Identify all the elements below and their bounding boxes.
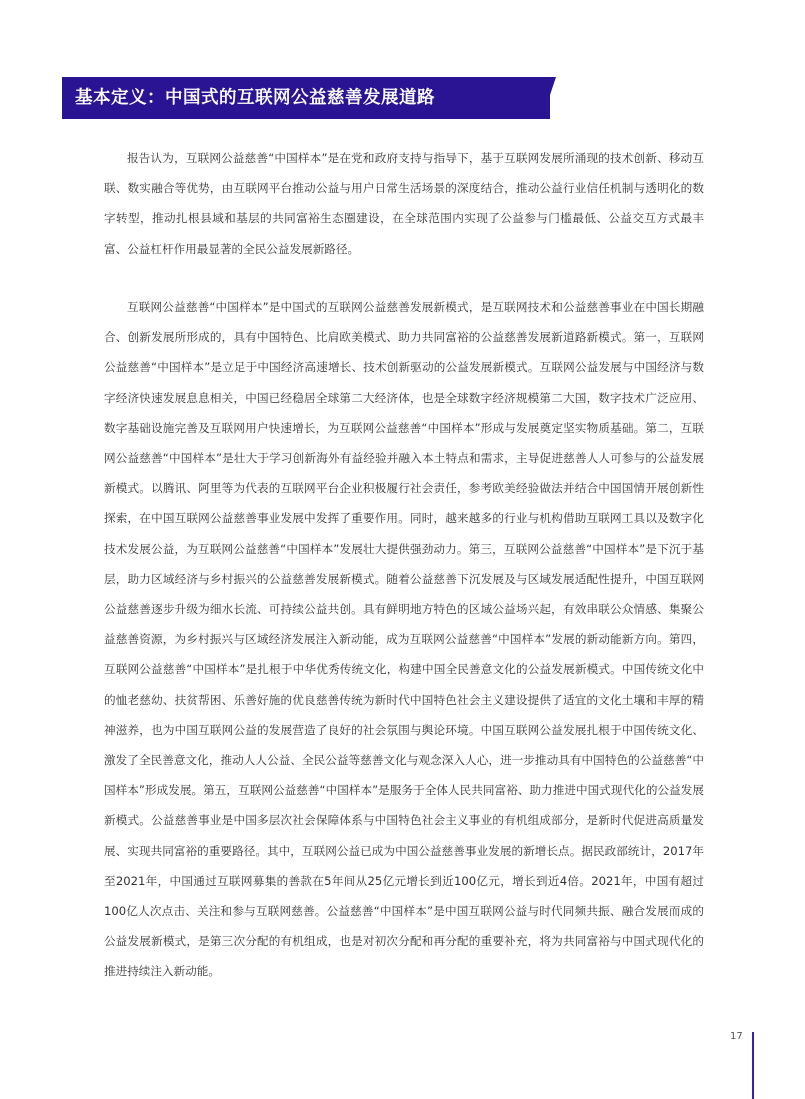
page-number: 17 xyxy=(730,1031,743,1042)
paragraph-summary: 报告认为，互联网公益慈善“中国样本”是在党和政府支持与指导下，基于互联网发展所涌现的技术创新、移动互联、数实融合等优势，由互联网平台推动公益与用户日常生活场景的深度结合，推动公益行业信任机制与透明化的数字转型，推动扎根县域和基层的共同富裕生态圈建设，在全球范围内实现了公益参与门槛最低、公益交互方式最丰富、公益杠杆作用最显著的全民公益发展新路径。 xyxy=(104,151,704,256)
section-title: 基本定义：中国式的互联网公益慈善发展道路 xyxy=(75,88,435,108)
paragraph-body: 互联网公益慈善“中国样本”是中国式的互联网公益慈善发展新模式，是互联网技术和公益慈善事业在中国长期融合、创新发展所形成的，具有中国特色、比肩欧美模式、助力共同富裕的公益慈善发展新道路新模式。第一，互联网公益慈善“中国样本”是立足于中国经济高速增长、技术创新驱动的公益发展新模式。互联网公益发展与中国经济与数字经济快速发展息息相关，中国已经稳居全球第二大经济体，也是全球数字经济规模第二大国，数字技术广泛应用、数字基础设施完善及互联网用户快速增长，为互联网公益慈善“中国样本”形成与发展奠定坚实物质基础。第二，互联网公益慈善“中国样本”是壮大于学习创新海外有益经验并融入本土特点和需求，主导促进慈善人人可参与的公益发展新模式。以腾讯、阿里等为代表的互联网平台企业积极履行社会责任，参考欧美经验做法并结合中国国情开展创新性探索，在中国互联网公益慈善事业发展中发挥了重要作用。同时，越来越多的行业与机构借助互联网工具以及数字化技术发展公益，为互联网公益慈善“中国样本”发展壮大提供强劲动力。第三，互联网公益慈善“中国样本”是下沉于基层，助力区域经济与乡村振兴的公益慈善发展新模式。随着公益慈善下沉发展及与区域发展适配性提升，中国互联网公益慈善逐步升级为细水长流、可持续公益共创。具有鲜明地方特色的区域公益场兴起，有效串联公众情感、集聚公益慈善资源，为乡村振兴与区域经济发展注入新动能，成为互联网公益慈善“中国样本”发展的新动能新方向。第四，互联网公益慈善“中国样本”是扎根于中华优秀传统文化，构建中国全民善意文化的公益发展新模式。中国传统文化中的恤老慈幼、扶贫帮困、乐善好施的优良慈善传统为新时代中国特色社会主义建设提供了适宜的文化土壤和丰厚的精神滋养，也为中国互联网公益的发展营造了良好的社会氛围与舆论环境。中国互联网公益发展扎根于中国传统文化、激发了全民善意文化，推动人人公益、全民公益等慈善文化与观念深入人心，进一步推动具有中国特色的公益慈善“中国样本”形成发展。第五，互联网公益慈善“中国样本”是服务于全体人民共同富裕、助力推进中国式现代化的公益发展新模式。公益慈善事业是中国多层次社会保障体系与中国特色社会主义事业的有机组成部分，是新时代促进高质量发展、实现共同富裕的重要路径。其中，互联网公益已成为中国公益慈善事业发展的新增长点。据民政部统计，2017年至2021年，中国通过互联网募集的善款在5年间从25亿元增长到近100亿元，增长到近4倍。2021年，中国有超过100亿人次点击、关注和参与互联网慈善。公益慈善“中国样本”是中国互联网公益与时代同频共振、融合发展而成的公益发展新模式，是第三次分配的有机组成，也是对初次分配和再分配的重要补充，将为共同富裕与中国式现代化的推进持续注入新动能。 xyxy=(104,300,704,979)
page-edge-line xyxy=(752,1032,754,1099)
decorative-stripes-icon xyxy=(0,0,805,130)
